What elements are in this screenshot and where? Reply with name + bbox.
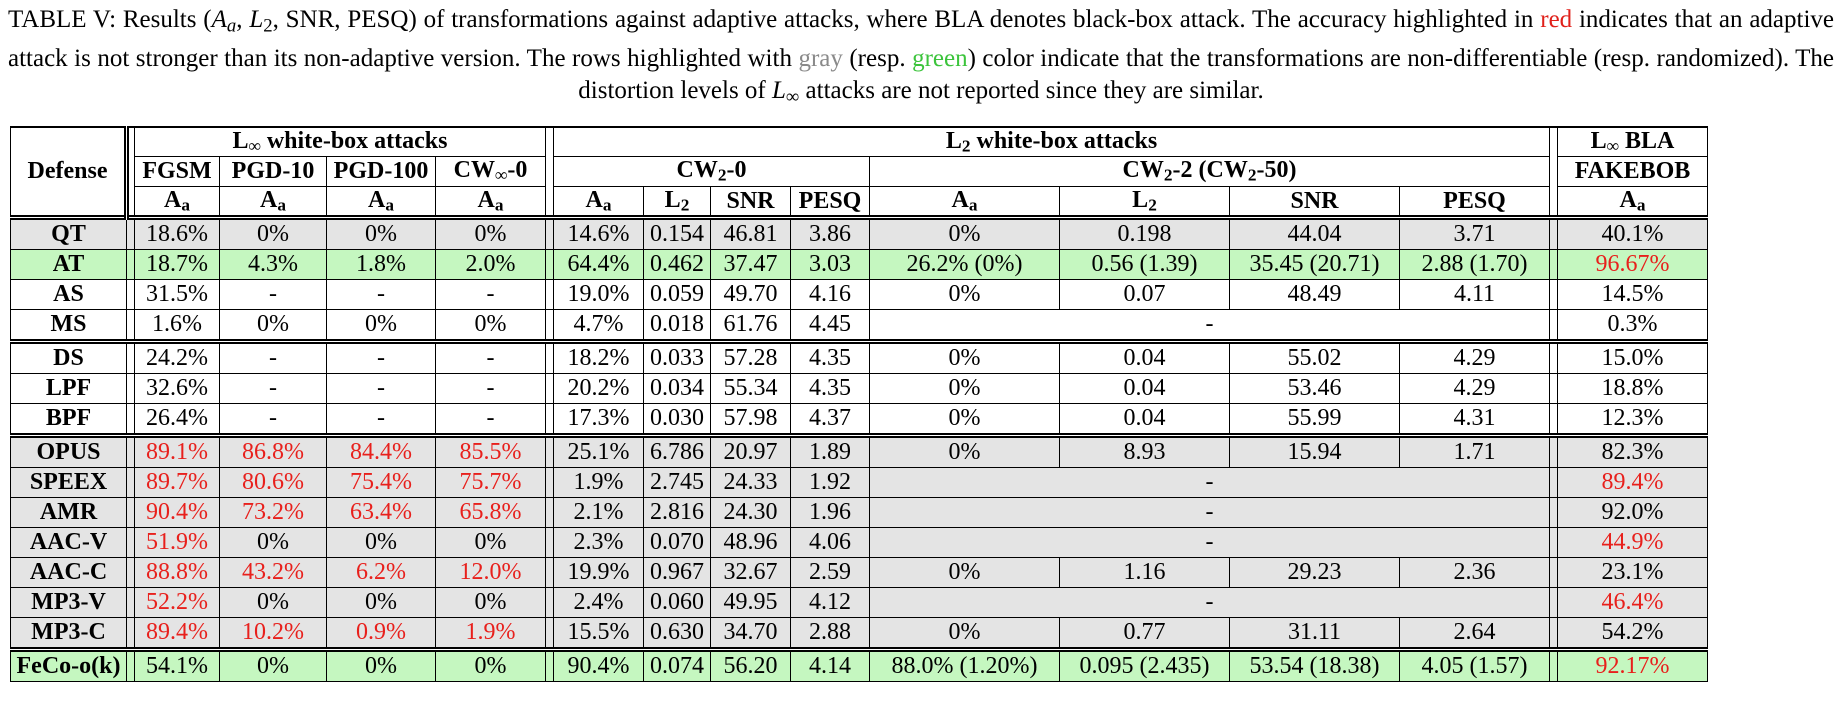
column-separator [546, 404, 554, 436]
cell-cw0_l2: 0.630 [644, 618, 711, 650]
cell-cw2_a: 0% [870, 342, 1060, 374]
cell-cw0_a: 90.4% [554, 650, 644, 682]
cell-cw0_snr: 24.30 [711, 498, 791, 528]
cell-fgsm: 18.6% [135, 218, 220, 250]
cell-cw2_a: 0% [870, 618, 1060, 650]
header-pesq: PESQ [791, 186, 870, 217]
cell-fb: 23.1% [1558, 558, 1708, 588]
cell-fgsm: 89.4% [135, 618, 220, 650]
cell-fb: 15.0% [1558, 342, 1708, 374]
cell-defense: OPUS [11, 436, 127, 468]
cell-defense: MP3-V [11, 588, 127, 618]
header-aa: Aa [554, 186, 644, 217]
cell-cw2_a: 0% [870, 280, 1060, 310]
cell-cw0_l2: 0.033 [644, 342, 711, 374]
column-separator [127, 218, 135, 250]
cell-cw2_pesq: 3.71 [1400, 218, 1550, 250]
header-l2: L2 [644, 186, 711, 217]
cell-cw2_snr: 48.49 [1230, 280, 1400, 310]
cell-fgsm: 32.6% [135, 374, 220, 404]
column-separator [127, 498, 135, 528]
cell-cw0_a: 25.1% [554, 436, 644, 468]
cell-cw2_l2: 0.56 (1.39) [1060, 250, 1230, 280]
cell-fgsm: 24.2% [135, 342, 220, 374]
cell-cw0_pesq: 3.86 [791, 218, 870, 250]
cell-fgsm: 54.1% [135, 650, 220, 682]
cell-pgd10: - [220, 404, 327, 436]
cell-fb: 89.4% [1558, 468, 1708, 498]
cell-pgd10: 86.8% [220, 436, 327, 468]
cell-cw0_a: 14.6% [554, 218, 644, 250]
column-separator [1550, 342, 1558, 374]
column-separator [127, 404, 135, 436]
header-snr: SNR [711, 186, 791, 217]
cell-defense: DS [11, 342, 127, 374]
cell-cwinf: - [436, 342, 546, 374]
cell-cw0_snr: 32.67 [711, 558, 791, 588]
cell-defense: SPEEX [11, 468, 127, 498]
cell-cw0_pesq: 1.92 [791, 468, 870, 498]
column-separator [127, 250, 135, 280]
cell-defense: AT [11, 250, 127, 280]
cell-cw0_pesq: 4.45 [791, 310, 870, 342]
cell-fgsm: 26.4% [135, 404, 220, 436]
cell-cwinf: 0% [436, 650, 546, 682]
header-bla-group: L∞ BLA [1558, 127, 1708, 157]
cell-cw0_a: 2.4% [554, 588, 644, 618]
table-caption: TABLE V: Results ($A_a$, L2, SNR, PESQ) of transformations against adaptive attacks, where BLA denotes black-box attack. The accuracy highlighted in red indicates that an adaptive attack is not stronger than its non-adaptive version. The rows highlighted with gray (resp. green) color indicate that the transformations are non-differentiable (resp. randomized). The distortion levels of L∞ attacks are not reported since they are similar. [8, 6, 1835, 108]
header-snr: SNR [1230, 186, 1400, 217]
cell-pgd100: 0% [327, 650, 436, 682]
cell-pgd10: - [220, 342, 327, 374]
cell-fb: 54.2% [1558, 618, 1708, 650]
table-row [11, 310, 1708, 342]
cell-cw0_snr: 20.97 [711, 436, 791, 468]
cell-pgd10: 10.2% [220, 618, 327, 650]
cell-cw0_snr: 48.96 [711, 528, 791, 558]
column-separator [127, 374, 135, 404]
cell-cwinf: 12.0% [436, 558, 546, 588]
header-aa: Aa [870, 186, 1060, 217]
table-row [11, 558, 1708, 588]
cell-fb: 0.3% [1558, 310, 1708, 342]
column-separator [546, 342, 554, 374]
results-table [10, 126, 1708, 682]
cell-cw0_pesq: 4.35 [791, 342, 870, 374]
cell-cw2_l2: 0.198 [1060, 218, 1230, 250]
table-row [11, 250, 1708, 280]
cell-cw0_pesq: 4.06 [791, 528, 870, 558]
cell-cw0_snr: 37.47 [711, 250, 791, 280]
cell-pgd100: 63.4% [327, 498, 436, 528]
cell-cw2_snr: 53.54 (18.38) [1230, 650, 1400, 682]
cell-pgd100: - [327, 342, 436, 374]
column-separator [1550, 588, 1558, 618]
cell-cw0_a: 20.2% [554, 374, 644, 404]
cell-pgd100: - [327, 280, 436, 310]
cell-pgd100: 84.4% [327, 436, 436, 468]
header-cwinf0: CW∞-0 [436, 157, 546, 186]
cell-fb: 14.5% [1558, 280, 1708, 310]
column-separator [1550, 468, 1558, 498]
cell-cw0_pesq: 4.37 [791, 404, 870, 436]
cell-fgsm: 31.5% [135, 280, 220, 310]
column-separator [546, 218, 554, 250]
cell-cw0_snr: 46.81 [711, 218, 791, 250]
column-separator [546, 468, 554, 498]
column-separator [546, 650, 554, 682]
cell-cw0_l2: 6.786 [644, 436, 711, 468]
cell-fb: 40.1% [1558, 218, 1708, 250]
column-separator [127, 342, 135, 374]
cell-pgd100: 1.8% [327, 250, 436, 280]
table-row [11, 280, 1708, 310]
column-separator [1550, 498, 1558, 528]
cell-fb: 92.0% [1558, 498, 1708, 528]
cell-pgd100: 0% [327, 588, 436, 618]
column-separator [1550, 404, 1558, 436]
cell-cw0_pesq: 4.14 [791, 650, 870, 682]
cell-cw0_a: 15.5% [554, 618, 644, 650]
cell-pgd100: 6.2% [327, 558, 436, 588]
cell-cw2_snr: 31.11 [1230, 618, 1400, 650]
cell-fb: 44.9% [1558, 528, 1708, 558]
cell-fb: 46.4% [1558, 588, 1708, 618]
cell-cwinf: - [436, 374, 546, 404]
cell-pgd100: 75.4% [327, 468, 436, 498]
cell-cw2_l2: 8.93 [1060, 436, 1230, 468]
cell-cw2_snr: 55.02 [1230, 342, 1400, 374]
cell-cw0_l2: 0.059 [644, 280, 711, 310]
header-fakebob: FAKEBOB [1558, 157, 1708, 186]
cell-fgsm: 1.6% [135, 310, 220, 342]
cell-cw0_snr: 61.76 [711, 310, 791, 342]
cell-defense: MS [11, 310, 127, 342]
cell-fgsm: 88.8% [135, 558, 220, 588]
cell-cw0_a: 17.3% [554, 404, 644, 436]
cell-cw0_pesq: 1.89 [791, 436, 870, 468]
cell-cwinf: 65.8% [436, 498, 546, 528]
cell-cw0_snr: 49.95 [711, 588, 791, 618]
cell-fb: 12.3% [1558, 404, 1708, 436]
table-row [11, 528, 1708, 558]
header-pgd100: PGD-100 [327, 157, 436, 186]
column-separator [127, 618, 135, 650]
cell-cw0_l2: 0.030 [644, 404, 711, 436]
cell-cw0_a: 1.9% [554, 468, 644, 498]
cell-cw2_a: 26.2% (0%) [870, 250, 1060, 280]
cell-fb: 82.3% [1558, 436, 1708, 468]
cell-defense: AAC-C [11, 558, 127, 588]
cell-cw0_l2: 0.018 [644, 310, 711, 342]
table-row [11, 436, 1708, 468]
cell-fgsm: 18.7% [135, 250, 220, 280]
cell-cw2_snr: 44.04 [1230, 218, 1400, 250]
cell-cw0_snr: 57.98 [711, 404, 791, 436]
header-linf-group: L∞ white-box attacks [135, 127, 546, 157]
caption-green-word: green [912, 44, 968, 72]
header-l2-group: L2 white-box attacks [554, 127, 1550, 157]
cell-cw2_a: 88.0% (1.20%) [870, 650, 1060, 682]
cell-cwinf: 1.9% [436, 618, 546, 650]
column-separator [1550, 250, 1558, 280]
cell-cw0_pesq: 2.88 [791, 618, 870, 650]
cell-cw2_pesq: 4.11 [1400, 280, 1550, 310]
cell-cw2_l2: 0.04 [1060, 404, 1230, 436]
column-separator [546, 618, 554, 650]
table-row [11, 498, 1708, 528]
cell-pgd10: 0% [220, 218, 327, 250]
cell-defense: MP3-C [11, 618, 127, 650]
cell-cw2_snr: 29.23 [1230, 558, 1400, 588]
cell-cw0_pesq: 1.96 [791, 498, 870, 528]
cell-cw0_l2: 0.154 [644, 218, 711, 250]
column-separator [127, 468, 135, 498]
cell-pgd10: 0% [220, 650, 327, 682]
header-aa: Aa [220, 186, 327, 217]
header-defense: Defense [11, 127, 127, 218]
cell-cw2_pesq: 2.36 [1400, 558, 1550, 588]
cell-defense: QT [11, 218, 127, 250]
header-aa: Aa [436, 186, 546, 217]
column-separator [127, 280, 135, 310]
header-cw22: CW2-2 (CW2-50) [870, 157, 1550, 186]
cell-cw2_l2: 0.04 [1060, 342, 1230, 374]
table-row [11, 404, 1708, 436]
cell-cw0_pesq: 4.35 [791, 374, 870, 404]
cell-cwinf: 0% [436, 218, 546, 250]
cell-cw0_snr: 34.70 [711, 618, 791, 650]
cell-cw2_pesq: 4.29 [1400, 374, 1550, 404]
cell-pgd100: 0% [327, 528, 436, 558]
header-aa: Aa [135, 186, 220, 217]
cell-fgsm: 89.1% [135, 436, 220, 468]
cell-cw0_pesq: 2.59 [791, 558, 870, 588]
cell-cw2_snr: 15.94 [1230, 436, 1400, 468]
table-row [11, 618, 1708, 650]
header-cw20: CW2-0 [554, 157, 870, 186]
cell-fgsm: 51.9% [135, 528, 220, 558]
column-separator [546, 528, 554, 558]
cell-cw0_l2: 0.462 [644, 250, 711, 280]
cell-pgd10: - [220, 374, 327, 404]
table-row [11, 218, 1708, 250]
cell-pgd10: 0% [220, 588, 327, 618]
cell-defense: AMR [11, 498, 127, 528]
cell-cwinf: 0% [436, 310, 546, 342]
column-separator [1550, 650, 1558, 682]
table-row [11, 342, 1708, 374]
cell-cw0_a: 2.1% [554, 498, 644, 528]
cell-cwinf: 75.7% [436, 468, 546, 498]
column-separator [127, 588, 135, 618]
cell-pgd10: 80.6% [220, 468, 327, 498]
cell-cw2_pesq: 4.05 (1.57) [1400, 650, 1550, 682]
cell-cw2_pesq: 2.64 [1400, 618, 1550, 650]
cell-cw0_l2: 0.034 [644, 374, 711, 404]
header-aa: Aa [327, 186, 436, 217]
cell-cw2_a: 0% [870, 558, 1060, 588]
cell-cw2_span: - [870, 310, 1550, 342]
column-separator [546, 588, 554, 618]
cell-cw0_snr: 49.70 [711, 280, 791, 310]
column-separator [1550, 218, 1558, 250]
cell-cw0_pesq: 4.16 [791, 280, 870, 310]
column-separator [127, 528, 135, 558]
column-separator [127, 558, 135, 588]
cell-cw2_a: 0% [870, 404, 1060, 436]
cell-cw2_span: - [870, 498, 1550, 528]
cell-pgd100: - [327, 404, 436, 436]
cell-cwinf: 2.0% [436, 250, 546, 280]
cell-pgd100: 0% [327, 218, 436, 250]
table-row [11, 650, 1708, 682]
cell-cw0_snr: 24.33 [711, 468, 791, 498]
cell-cw0_a: 4.7% [554, 310, 644, 342]
cell-fb: 18.8% [1558, 374, 1708, 404]
column-separator [1550, 436, 1558, 468]
cell-cw2_span: - [870, 528, 1550, 558]
column-separator [546, 498, 554, 528]
cell-defense: AS [11, 280, 127, 310]
cell-cw0_l2: 2.745 [644, 468, 711, 498]
cell-cw2_pesq: 4.29 [1400, 342, 1550, 374]
cell-cw2_l2: 0.07 [1060, 280, 1230, 310]
cell-cw2_l2: 1.16 [1060, 558, 1230, 588]
cell-cw0_l2: 0.074 [644, 650, 711, 682]
cell-cw2_a: 0% [870, 436, 1060, 468]
cell-cwinf: - [436, 404, 546, 436]
cell-cw0_pesq: 3.03 [791, 250, 870, 280]
column-separator [546, 310, 554, 342]
cell-cw0_snr: 55.34 [711, 374, 791, 404]
column-separator [546, 436, 554, 468]
cell-defense: AAC-V [11, 528, 127, 558]
column-separator [546, 374, 554, 404]
cell-cw2_a: 0% [870, 218, 1060, 250]
cell-cw0_l2: 0.070 [644, 528, 711, 558]
table-row [11, 588, 1708, 618]
cell-fgsm: 89.7% [135, 468, 220, 498]
cell-cw2_snr: 53.46 [1230, 374, 1400, 404]
cell-cwinf: 0% [436, 588, 546, 618]
cell-cw0_a: 19.9% [554, 558, 644, 588]
caption-gray-word: gray [798, 44, 843, 72]
cell-fb: 92.17% [1558, 650, 1708, 682]
column-separator [1550, 528, 1558, 558]
table-row [11, 374, 1708, 404]
cell-cw2_l2: 0.04 [1060, 374, 1230, 404]
cell-cw0_a: 2.3% [554, 528, 644, 558]
cell-cw0_l2: 2.816 [644, 498, 711, 528]
column-separator [1550, 280, 1558, 310]
cell-cw2_l2: 0.095 (2.435) [1060, 650, 1230, 682]
cell-pgd10: 43.2% [220, 558, 327, 588]
cell-fgsm: 90.4% [135, 498, 220, 528]
header-fgsm: FGSM [135, 157, 220, 186]
cell-pgd100: - [327, 374, 436, 404]
cell-cw2_span: - [870, 468, 1550, 498]
cell-pgd10: - [220, 280, 327, 310]
header-pesq: PESQ [1400, 186, 1550, 217]
table-row [11, 468, 1708, 498]
cell-fb: 96.67% [1558, 250, 1708, 280]
cell-pgd100: 0% [327, 310, 436, 342]
cell-cw0_a: 19.0% [554, 280, 644, 310]
cell-cw2_pesq: 4.31 [1400, 404, 1550, 436]
column-separator [127, 310, 135, 342]
column-separator [1550, 310, 1558, 342]
cell-defense: LPF [11, 374, 127, 404]
cell-cw0_a: 18.2% [554, 342, 644, 374]
cell-pgd10: 4.3% [220, 250, 327, 280]
cell-pgd10: 0% [220, 310, 327, 342]
header-l2: L2 [1060, 186, 1230, 217]
cell-cw2_span: - [870, 588, 1550, 618]
cell-cw2_l2: 0.77 [1060, 618, 1230, 650]
column-separator [1550, 558, 1558, 588]
column-separator [127, 436, 135, 468]
column-separator [127, 650, 135, 682]
cell-pgd10: 0% [220, 528, 327, 558]
cell-pgd10: 73.2% [220, 498, 327, 528]
caption-red-word: red [1540, 6, 1573, 33]
column-separator [1550, 374, 1558, 404]
header-aa: Aa [1558, 186, 1708, 217]
cell-cw2_snr: 55.99 [1230, 404, 1400, 436]
column-separator [546, 280, 554, 310]
cell-fgsm: 52.2% [135, 588, 220, 618]
cell-cw0_snr: 56.20 [711, 650, 791, 682]
cell-cw0_a: 64.4% [554, 250, 644, 280]
column-separator [546, 558, 554, 588]
cell-cwinf: 0% [436, 528, 546, 558]
cell-cw0_l2: 0.060 [644, 588, 711, 618]
cell-cw2_snr: 35.45 (20.71) [1230, 250, 1400, 280]
column-separator [1550, 618, 1558, 650]
cell-defense: BPF [11, 404, 127, 436]
cell-cw2_pesq: 1.71 [1400, 436, 1550, 468]
cell-cw0_l2: 0.967 [644, 558, 711, 588]
cell-cwinf: - [436, 280, 546, 310]
cell-defense: FeCo-o(k) [11, 650, 127, 682]
cell-cw0_snr: 57.28 [711, 342, 791, 374]
column-separator [546, 250, 554, 280]
cell-cw2_pesq: 2.88 (1.70) [1400, 250, 1550, 280]
header-pgd10: PGD-10 [220, 157, 327, 186]
cell-cwinf: 85.5% [436, 436, 546, 468]
cell-cw0_pesq: 4.12 [791, 588, 870, 618]
cell-cw2_a: 0% [870, 374, 1060, 404]
cell-pgd100: 0.9% [327, 618, 436, 650]
